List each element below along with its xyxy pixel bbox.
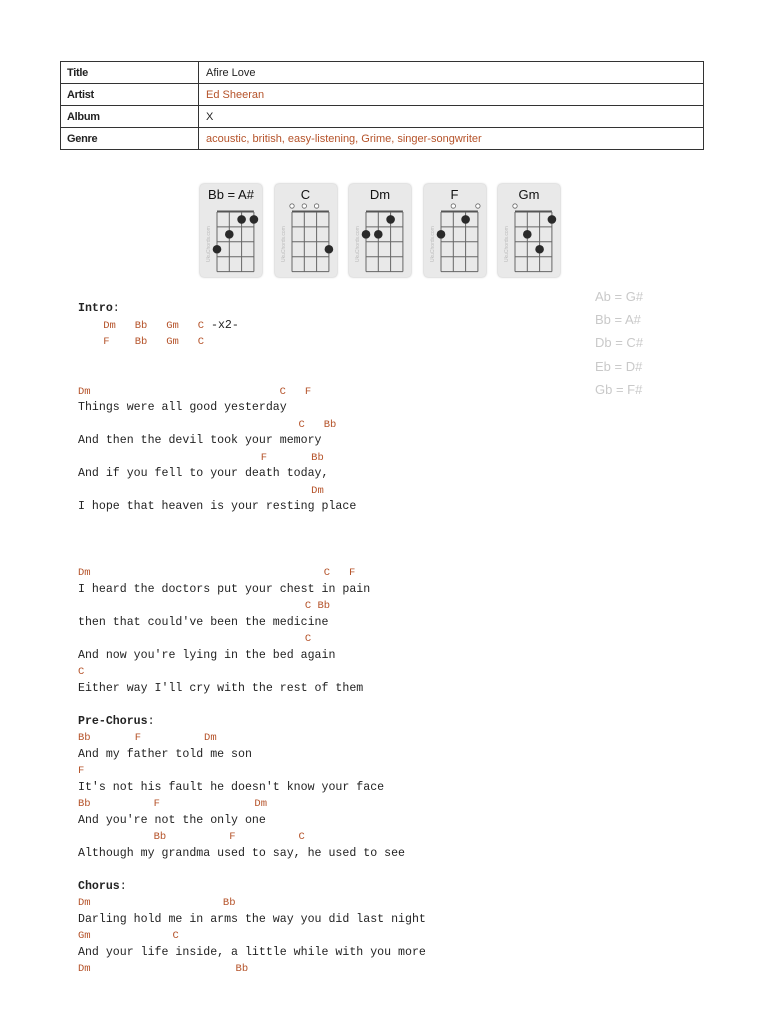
info-link[interactable]: Ed Sheeran <box>199 84 704 106</box>
chord-line <box>78 598 426 615</box>
finger-dot <box>237 215 246 224</box>
chord-text: Dm Bb <box>78 897 236 909</box>
chord-line <box>78 384 426 401</box>
chord-text: C <box>78 633 312 645</box>
label-line: Intro: <box>78 302 120 315</box>
finger-dot <box>250 215 259 224</box>
info-value: Afire Love <box>199 62 704 84</box>
info-key: Genre <box>61 128 199 150</box>
chord-line <box>78 961 426 978</box>
chord-grid <box>200 184 262 277</box>
chord-text: C <box>78 666 85 678</box>
section-label: Pre-Chorus <box>78 714 148 728</box>
chord-text: Dm C F <box>78 567 356 579</box>
lyric-text: Darling hold me in arms the way you did last night <box>78 912 426 926</box>
lyric-text: then that could've been the medicine <box>78 615 329 629</box>
chord-line <box>78 450 426 467</box>
chord-text: Dm Bb <box>78 963 249 975</box>
lyric-line <box>78 582 426 599</box>
blank-line <box>78 549 426 566</box>
song-sheet <box>78 301 426 978</box>
enharmonic-item: Db = C# <box>595 335 644 351</box>
enharmonic-item: Bb = A# <box>595 312 641 328</box>
chord-line <box>78 829 426 846</box>
info-row <box>61 62 704 84</box>
lyric-line <box>78 615 426 632</box>
lyric-text: And if you fell to your death today, <box>78 467 329 480</box>
chord-line <box>78 417 426 434</box>
chord-text: Dm <box>78 484 324 497</box>
chord-text: Bb F C <box>78 831 305 843</box>
chord-text: F <box>78 765 85 777</box>
chord-name: Dm <box>369 187 391 202</box>
nut <box>366 211 403 213</box>
chord-grid <box>498 184 560 277</box>
lyric-line <box>78 433 426 450</box>
info-row <box>61 84 704 106</box>
blank-line <box>78 367 426 384</box>
lyric-text: I heard the doctors put your chest in pain <box>78 582 371 596</box>
chord-diagram <box>424 184 486 277</box>
open-string-marker <box>475 204 479 208</box>
lyric-line <box>78 681 426 698</box>
watermark-text: UkuChords.com <box>206 226 212 262</box>
blank-line <box>78 351 426 368</box>
chord-text: Dm Bb Gm C <box>78 319 205 332</box>
finger-dot <box>324 245 333 254</box>
open-string-marker <box>302 204 306 208</box>
lyric-text: It's not his fault he doesn't know your face <box>78 780 385 794</box>
info-link[interactable]: acoustic, british, easy-listening, Grime, singer-songwriter <box>199 128 704 150</box>
label-line: Chorus: <box>78 879 127 893</box>
info-value: X <box>199 106 704 128</box>
lyric-line <box>78 780 426 797</box>
info-key: Artist <box>61 84 199 106</box>
section-label: Intro <box>78 302 113 315</box>
info-row <box>61 106 704 128</box>
chord-line <box>78 334 426 351</box>
chord-text: Bb F Dm <box>78 798 268 810</box>
watermark-text: UkuChords.com <box>355 226 361 262</box>
chord-text: Bb F Dm <box>78 732 217 744</box>
enharmonic-item: Ab = G# <box>595 289 644 304</box>
finger-dot <box>374 230 383 239</box>
chord-name: Gm <box>518 187 540 202</box>
lyric-line <box>78 499 426 516</box>
lyric-line <box>78 846 426 863</box>
chord-text: F Bb <box>78 451 324 464</box>
chord-line <box>78 730 426 747</box>
finger-dot <box>362 230 371 239</box>
lyric-text: And you're not the only one <box>78 813 266 827</box>
lyric-line <box>78 813 426 830</box>
lyric-line <box>78 648 426 665</box>
chord-text: F Bb Gm C <box>78 336 205 348</box>
finger-dot <box>535 245 544 254</box>
open-string-marker <box>314 204 318 208</box>
blank-line <box>78 532 426 549</box>
chord-text: Gm C <box>78 930 179 942</box>
blank-line <box>78 516 426 533</box>
intro-line <box>78 318 426 335</box>
lyric-text: And my father told me son <box>78 747 252 761</box>
chord-diagram <box>349 184 411 277</box>
finger-dot <box>523 230 532 239</box>
chord-line <box>78 565 426 582</box>
chord-line <box>78 483 426 500</box>
chord-text: C Bb <box>78 600 331 612</box>
nut <box>292 211 329 213</box>
watermark-text: UkuChords.com <box>504 226 510 262</box>
chord-line <box>78 895 426 912</box>
chord-line <box>78 763 426 780</box>
finger-dot <box>386 215 395 224</box>
lyric-line <box>78 945 426 962</box>
chord-line <box>78 664 426 681</box>
lyric-text: I hope that heaven is your resting place <box>78 500 357 513</box>
info-key: Album <box>61 106 199 128</box>
enharmonic-item: Gb = F# <box>595 381 643 397</box>
repeat-marker: -x2- <box>204 318 239 332</box>
lyric-line <box>78 400 426 417</box>
finger-dot <box>225 230 234 239</box>
watermark-text: UkuChords.com <box>429 226 436 262</box>
lyric-text: Things were all good yesterday <box>78 401 287 414</box>
lyric-text: And your life inside, a little while with you more <box>78 945 426 959</box>
lyric-line <box>78 466 426 483</box>
chord-name: C <box>300 187 311 202</box>
open-string-marker <box>451 204 455 208</box>
lyric-text: Either way I'll cry with the rest of them <box>78 681 364 695</box>
chord-text: C Bb <box>78 418 337 431</box>
finger-dot <box>436 230 445 239</box>
chord-grid <box>275 184 337 277</box>
info-row <box>61 128 704 150</box>
chord-diagram <box>200 184 262 277</box>
lyric-line <box>78 747 426 764</box>
nut <box>441 211 478 213</box>
lyric-text: And then the devil took your memory <box>78 434 322 447</box>
watermark-text: UkuChords.com <box>280 226 287 262</box>
open-string-marker <box>289 204 293 208</box>
nut <box>515 211 552 213</box>
finger-dot <box>461 215 470 224</box>
label-line: Pre-Chorus: <box>78 714 155 728</box>
chord-line <box>78 796 426 813</box>
chord-diagram <box>498 184 560 277</box>
song-info-table <box>60 61 704 150</box>
enharmonic-list <box>595 285 643 401</box>
chord-name: F <box>450 187 459 202</box>
enharmonic-item: Eb = D# <box>595 358 643 374</box>
chord-line <box>78 928 426 945</box>
chord-text: Dm C F <box>78 385 312 398</box>
section-label: Chorus <box>78 879 120 893</box>
chord-diagram <box>275 184 337 277</box>
info-key: Title <box>61 62 199 84</box>
nut <box>217 211 254 213</box>
lyric-line <box>78 912 426 929</box>
chord-line <box>78 631 426 648</box>
finger-dot <box>548 215 557 224</box>
chord-grid <box>349 184 411 277</box>
chord-name: Bb = A# <box>208 187 254 202</box>
lyric-text: And now you're lying in the bed again <box>78 648 336 662</box>
blank-line <box>78 862 426 879</box>
open-string-marker <box>513 204 517 208</box>
chord-grid <box>424 184 486 277</box>
blank-line <box>78 697 426 714</box>
finger-dot <box>213 245 222 254</box>
lyric-text: Although my grandma used to say, he used to see <box>78 846 405 860</box>
